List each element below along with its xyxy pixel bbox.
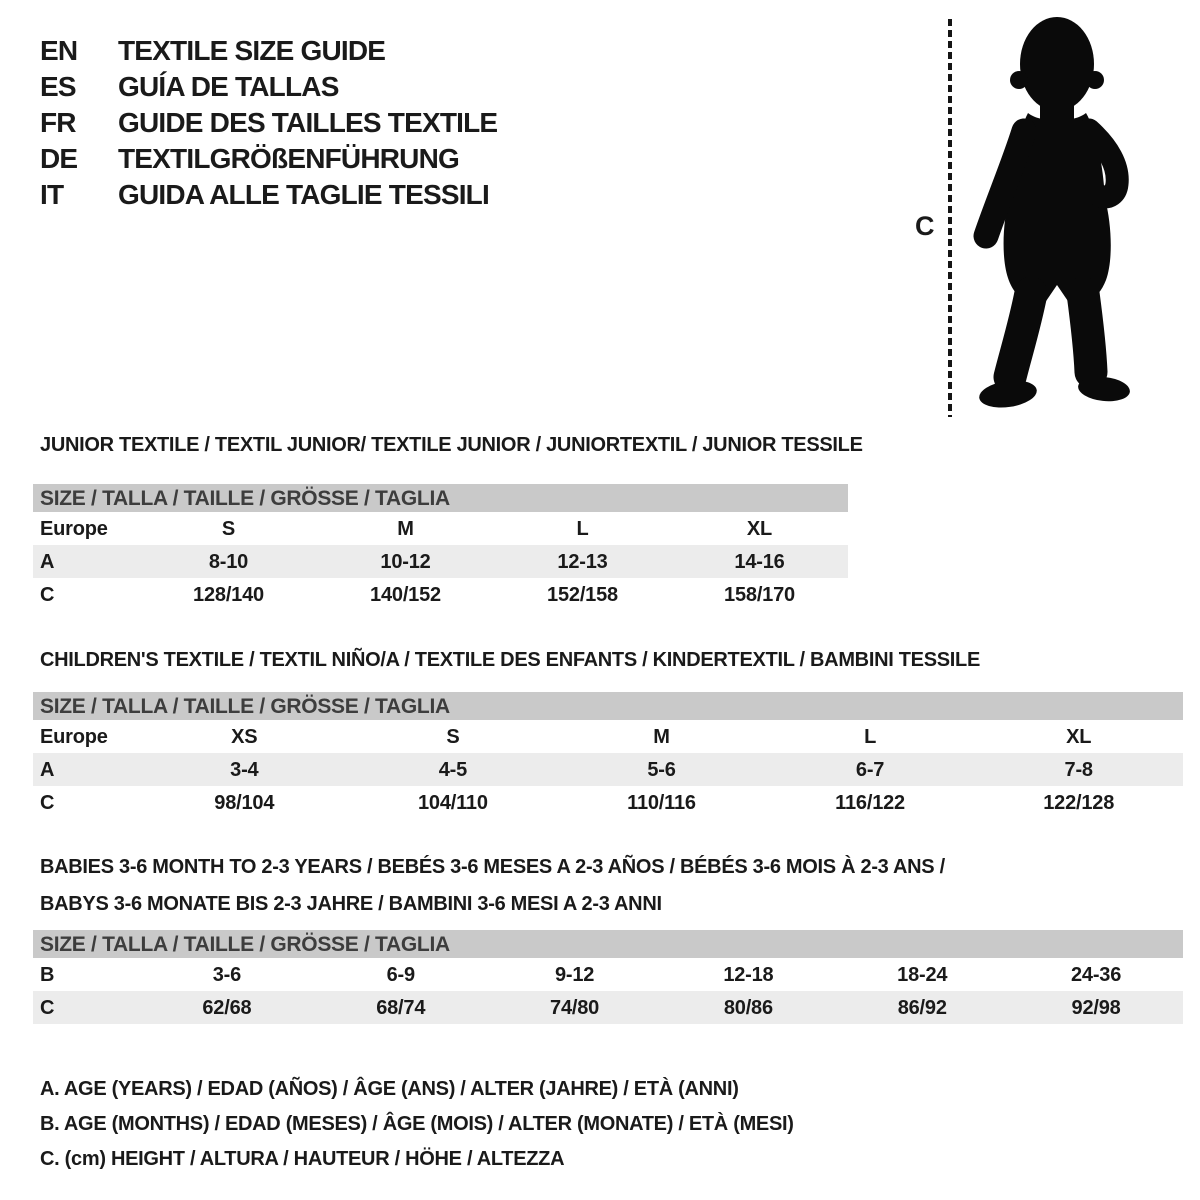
toddler-silhouette-icon bbox=[968, 17, 1136, 415]
size-cell: 6-9 bbox=[386, 964, 415, 986]
size-cell: 158/170 bbox=[724, 584, 795, 606]
table-rows-junior bbox=[33, 512, 848, 611]
section-title-line: BABIES 3-6 MONTH TO 2-3 YEARS / BEBÉS 3-6 MESES A 2-3 AÑOS / BÉBÉS 3-6 MOIS À 2-3 ANS / bbox=[40, 856, 945, 878]
language-code: DE bbox=[40, 143, 78, 174]
size-cell: 74/80 bbox=[550, 997, 600, 1019]
size-cell: 62/68 bbox=[202, 997, 252, 1019]
section-title-children bbox=[40, 648, 980, 673]
size-header-bar: SIZE / TALLA / TAILLE / GRÖSSE / TAGLIA bbox=[33, 930, 1183, 958]
language-title: TEXTILGRÖßENFÜHRUNG bbox=[118, 143, 460, 174]
size-cell: 12-18 bbox=[723, 964, 774, 986]
size-cell: L bbox=[864, 726, 877, 748]
section-title-line: CHILDREN'S TEXTILE / TEXTIL NIÑO/A / TEXTILE DES ENFANTS / KINDERTEXTIL / BAMBINI TESSILE bbox=[40, 649, 980, 671]
table-row bbox=[33, 512, 848, 545]
size-cell: 140/152 bbox=[370, 584, 441, 606]
size-cell: 9-12 bbox=[554, 964, 595, 986]
table-row bbox=[33, 991, 1183, 1024]
language-code: IT bbox=[40, 179, 64, 210]
size-cell: 6-7 bbox=[855, 759, 885, 781]
size-cell: 5-6 bbox=[647, 759, 676, 781]
table-row bbox=[33, 958, 1183, 991]
table-row bbox=[33, 753, 1183, 786]
language-title: GUIDA ALLE TAGLIE TESSILI bbox=[118, 179, 489, 210]
size-cell: XS bbox=[231, 726, 258, 748]
row-label: B bbox=[40, 964, 55, 986]
section-title-line: JUNIOR TEXTILE / TEXTIL JUNIOR/ TEXTILE JUNIOR / JUNIORTEXTIL / JUNIOR TESSILE bbox=[40, 434, 863, 456]
section-title-junior bbox=[40, 433, 863, 458]
size-cell: 10-12 bbox=[380, 551, 431, 573]
size-cell: 68/74 bbox=[376, 997, 426, 1019]
section-title-babies bbox=[40, 849, 945, 923]
measurement-legend bbox=[40, 1072, 794, 1177]
size-table-junior bbox=[33, 484, 848, 611]
size-cell: 152/158 bbox=[547, 584, 618, 606]
size-cell: XL bbox=[1066, 726, 1092, 748]
table-row bbox=[33, 720, 1183, 753]
size-cell: 12-13 bbox=[557, 551, 608, 573]
size-cell: 7-8 bbox=[1064, 759, 1093, 781]
size-cell: 3-4 bbox=[230, 759, 259, 781]
row-label: Europe bbox=[40, 518, 108, 540]
size-cell: 110/116 bbox=[627, 792, 696, 814]
legend-line: B. AGE (MONTHS) / EDAD (MESES) / ÂGE (MOIS) / ALTER (MONATE) / ETÀ (MESI) bbox=[40, 1113, 794, 1135]
size-cell: M bbox=[653, 726, 670, 748]
size-cell: M bbox=[397, 518, 414, 540]
row-label: A bbox=[40, 759, 55, 781]
language-code: ES bbox=[40, 71, 76, 102]
language-row-de bbox=[40, 141, 497, 177]
size-cell: 3-6 bbox=[212, 964, 242, 986]
language-row-es bbox=[40, 69, 497, 105]
size-cell: S bbox=[221, 518, 236, 540]
language-code: EN bbox=[40, 35, 78, 66]
language-row-fr bbox=[40, 105, 497, 141]
language-title: GUÍA DE TALLAS bbox=[118, 71, 339, 102]
row-label: A bbox=[40, 551, 55, 573]
language-row-it bbox=[40, 177, 497, 213]
table-row bbox=[33, 545, 848, 578]
row-label: C bbox=[40, 997, 55, 1019]
size-cell: 4-5 bbox=[438, 759, 468, 781]
language-code: FR bbox=[40, 107, 76, 138]
section-title-line: BABYS 3-6 MONATE BIS 2-3 JAHRE / BAMBINI 3-6 MESI A 2-3 ANNI bbox=[40, 893, 662, 915]
row-label: C bbox=[40, 584, 55, 606]
size-cell: 24-36 bbox=[1070, 964, 1122, 986]
size-cell: 116/122 bbox=[835, 792, 905, 814]
size-cell: 128/140 bbox=[193, 584, 264, 606]
size-table-babies bbox=[33, 930, 1183, 1024]
legend-line: A. AGE (YEARS) / EDAD (AÑOS) / ÂGE (ANS) / ALTER (JAHRE) / ETÀ (ANNI) bbox=[40, 1078, 739, 1100]
height-measure-label: C bbox=[915, 211, 935, 241]
language-title: TEXTILE SIZE GUIDE bbox=[118, 35, 386, 66]
size-cell: 104/110 bbox=[417, 792, 488, 814]
size-cell: XL bbox=[746, 518, 773, 540]
language-header bbox=[40, 33, 497, 213]
table-row bbox=[33, 786, 1183, 819]
language-title: GUIDE DES TAILLES TEXTILE bbox=[118, 107, 498, 138]
size-cell: S bbox=[446, 726, 460, 748]
size-cell: 8-10 bbox=[208, 551, 249, 573]
size-cell: 86/92 bbox=[897, 997, 947, 1019]
size-cell: 92/98 bbox=[1071, 997, 1121, 1019]
row-label: C bbox=[40, 792, 55, 814]
table-row bbox=[33, 578, 848, 611]
size-table-children bbox=[33, 692, 1183, 819]
size-cell: 18-24 bbox=[897, 964, 948, 986]
row-label: Europe bbox=[40, 726, 108, 748]
language-row-en bbox=[40, 33, 497, 69]
table-rows-children bbox=[33, 720, 1183, 819]
size-cell: 80/86 bbox=[723, 997, 773, 1019]
size-header-bar: SIZE / TALLA / TAILLE / GRÖSSE / TAGLIA bbox=[33, 692, 1183, 720]
size-cell: L bbox=[576, 518, 589, 540]
legend-line: C. (cm) HEIGHT / ALTURA / HAUTEUR / HÖHE / ALTEZZA bbox=[40, 1148, 565, 1170]
size-cell: 98/104 bbox=[214, 792, 275, 814]
table-rows-babies bbox=[33, 958, 1183, 1024]
size-cell: 14-16 bbox=[734, 551, 785, 573]
size-cell: 122/128 bbox=[1043, 792, 1115, 814]
size-header-bar: SIZE / TALLA / TAILLE / GRÖSSE / TAGLIA bbox=[33, 484, 848, 512]
height-dashed-line bbox=[948, 19, 952, 417]
